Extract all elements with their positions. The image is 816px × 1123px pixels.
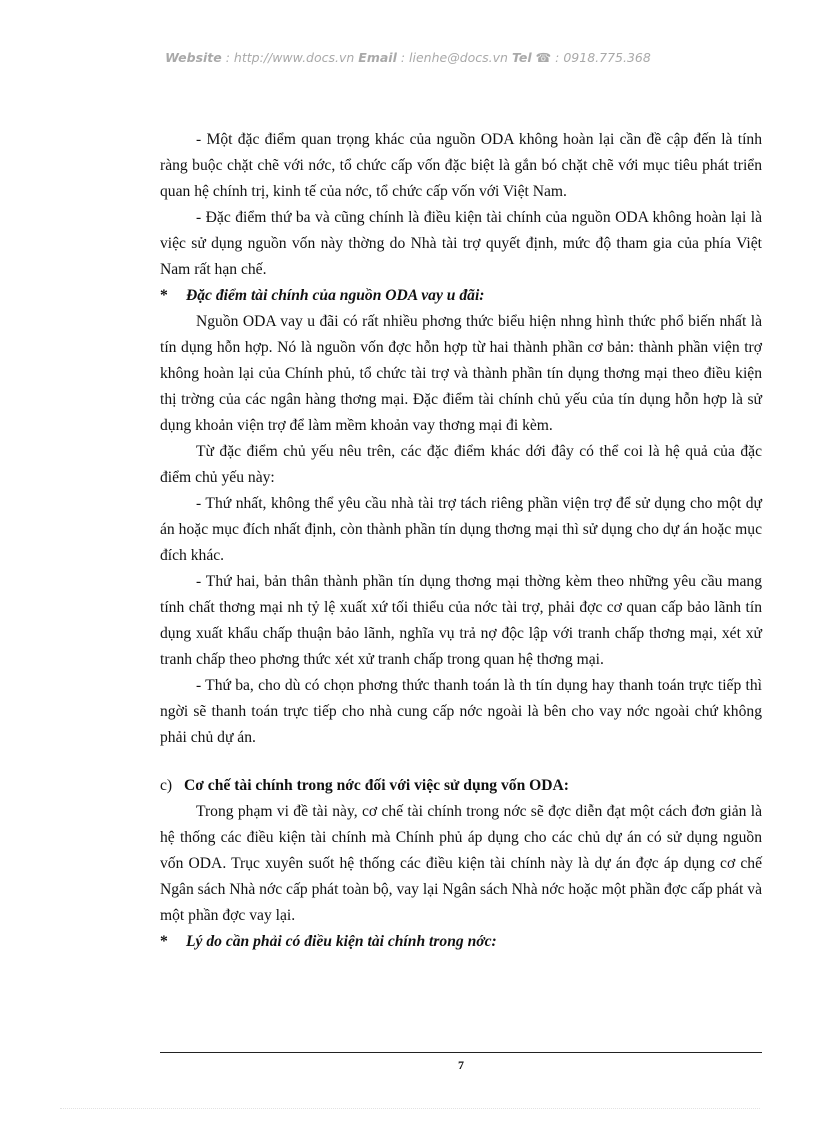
- email-label: Email: [358, 50, 397, 65]
- paragraph-6: - Thứ hai, bản thân thành phần tín dụng thơng mại thờng kèm theo những yêu cầu mang tính chất thơng mại nh tỷ lệ xuất xứ tối thiểu của nớc tài trợ, phải đợc cơ quan cấp bảo lãnh tín dụng xuất khẩu chấp thuận bảo lãnh, nghĩa vụ trả nợ độc lập với tranh chấp thơng mại, xét xử tranh chấp theo phơng thức xét xử tranh chấp trong quan hệ thơng mại.: [160, 573, 762, 668]
- heading-text: Cơ chế tài chính trong nớc đối với việc sử dụng vốn ODA:: [184, 777, 570, 794]
- section-heading-financial-mechanism: [160, 773, 762, 799]
- section-letter: c): [160, 777, 173, 794]
- website-value[interactable]: : http://www.docs.vn: [221, 50, 359, 65]
- paragraph-2: - Đặc điểm thứ ba và cũng chính là điều kiện tài chính của nguồn ODA không hoàn lại là việc sử dụng nguồn vốn này thờng do Nhà tài trợ quyết định, mức độ tham gia của phía Việt Nam rất hạn chế.: [160, 209, 762, 278]
- phone-icon: ☎: [535, 50, 552, 65]
- email-value[interactable]: : lienhe@docs.vn: [396, 50, 512, 65]
- section-heading-oda-loan: [160, 283, 762, 309]
- paragraph-7: - Thứ ba, cho dù có chọn phơng thức thanh toán là th tín dụng hay thanh toán trực tiếp thì ngời sẽ thanh toán trực tiếp cho nhà cung cấp nớc ngoài là bên cho vay nớc ngoài chứ không phải chủ dự án.: [160, 677, 762, 746]
- paragraph-5: - Thứ nhất, không thể yêu cầu nhà tài trợ tách riêng phần viện trợ để sử dụng cho một dự án hoặc mục đích nhất định, còn thành phần tín dụng thơng mại thì sử dụng cho dự án hoặc mục đích khác.: [160, 495, 762, 564]
- paragraph-1: - Một đặc điểm quan trọng khác của nguồn ODA không hoàn lại cần đề cập đến là tính ràng buộc chặt chẽ với nớc, tổ chức cấp vốn đặc biệt là gắn bó chặt chẽ với mục tiêu phát triển quan hệ chính trị, kinh tế của nớc, tổ chức cấp vốn với Việt Nam.: [160, 131, 762, 200]
- paragraph-4: Từ đặc điểm chủ yếu nêu trên, các đặc điểm khác dới đây có thể coi là hệ quả của đặc điểm chủ yếu này:: [160, 443, 762, 486]
- paragraph-8: Trong phạm vi đề tài này, cơ chế tài chính trong nớc sẽ đợc diễn đạt một cách đơn giản là hệ thống các điều kiện tài chính mà Chính phủ áp dụng cho các chủ dự án có sử dụng nguồn vốn ODA. Trục xuyên suốt hệ thống các điều kiện tài chính này là dự án đợc áp dụng cơ chế Ngân sách Nhà nớc cấp phát toàn bộ, vay lại Ngân sách Nhà nớc hoặc một phần đợc cấp phát và một phần đợc vay lại.: [160, 803, 762, 924]
- document-body: [160, 127, 762, 955]
- page-number: 7: [458, 1058, 464, 1072]
- tel-value: : 0918.775.368: [551, 50, 651, 65]
- spacer: [160, 751, 762, 773]
- heading-text: Lý do cần phải có điều kiện tài chính trong nớc:: [186, 933, 497, 950]
- page-edge-dotted-line: [60, 1108, 760, 1109]
- bullet-star: *: [160, 933, 168, 950]
- section-heading-reason: [160, 929, 762, 955]
- tel-label: Tel: [511, 50, 532, 65]
- website-label: Website: [165, 50, 222, 65]
- page-header: [0, 50, 816, 65]
- bullet-star: *: [160, 287, 168, 304]
- footer-divider: [160, 1052, 762, 1053]
- paragraph-3: Nguồn ODA vay u đãi có rất nhiều phơng thức biểu hiện nhng hình thức phổ biến nhất là tín dụng hỗn hợp. Nó là nguồn vốn đợc hỗn hợp từ hai thành phần cơ bản: thành phần viện trợ không hoàn lại của Chính phủ, tổ chức tài trợ và thành phần tín dụng thơng mại theo điều kiện thị trờng của các ngân hàng thơng mại. Đặc điểm tài chính chủ yếu của tín dụng hỗn hợp là sử dụng khoản viện trợ để làm mềm khoản vay thơng mại đi kèm.: [160, 313, 762, 434]
- heading-text: Đặc điểm tài chính của nguồn ODA vay u đãi:: [186, 287, 485, 304]
